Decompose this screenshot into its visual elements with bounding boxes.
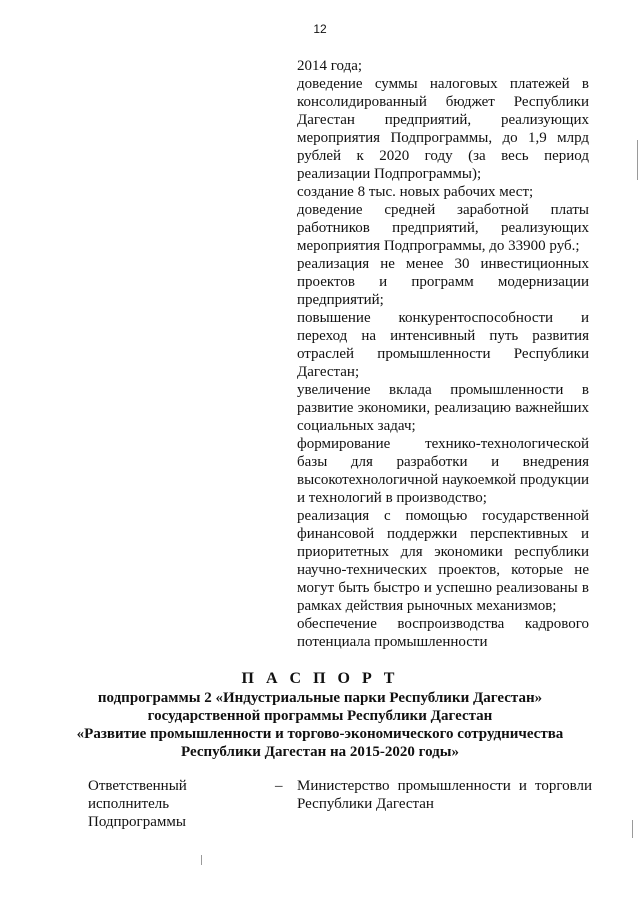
list-item: формирование технико-технологической базы для разработки и внедрения высокотехнологичной наукоемкой продукции и технологий в производство; <box>297 436 589 506</box>
passport-title: П А С П О Р Т <box>241 670 399 687</box>
list-item: реализация не менее 30 инвестиционных проектов и программ модернизации предприятий; <box>297 256 589 308</box>
row-label: Ответственный исполнитель Подпрограммы <box>88 778 187 830</box>
scan-artifact <box>632 820 633 838</box>
list-item: доведение средней заработной платы работников предприятий, реализующих мероприятия Подпрограммы, до 33900 руб.; <box>297 202 589 254</box>
list-item: повышение конкурентоспособности и переход на интенсивный путь развития отраслей промышленности Республики Дагестан; <box>297 310 589 380</box>
passport-subtitle-line: Республики Дагестан на 2015-2020 годы» <box>181 744 459 760</box>
passport-subtitle-line: подпрограммы 2 «Индустриальные парки Республики Дагестан» <box>97 690 543 706</box>
list-item: создание 8 тыс. новых рабочих мест; <box>297 184 534 200</box>
passport-heading <box>0 670 640 761</box>
list-item: доведение суммы налоговых платежей в консолидированный бюджет Республики Дагестан предприятий, реализующих мероприятия Подпрограммы, до 1,9 млрд рублей к 2020 году (за весь период реализации Подпрограммы); <box>297 76 589 182</box>
list-item: реализация с помощью государственной финансовой поддержки перспективных и приоритетных для экономики республики научно-технических проектов, которые не могут быть быстро и успешно реализованы в рамках действия рыночных механизмов; <box>297 508 589 614</box>
page-number: 12 <box>313 22 327 36</box>
goals-list <box>297 57 589 651</box>
passport-subtitle-line: государственной программы Республики Дагестан <box>147 708 493 724</box>
list-item: увеличение вклада промышленности в развитие экономики, реализацию важнейших социальных задач; <box>297 382 589 434</box>
list-item: обеспечение воспроизводства кадрового потенциала промышленности <box>297 616 589 650</box>
passport-subtitle-line: «Развитие промышленности и торгово-экономического сотрудничества <box>76 726 564 742</box>
row-separator-dash: – <box>275 778 283 794</box>
scan-artifact <box>201 855 202 865</box>
scan-artifact <box>637 140 638 180</box>
list-item: 2014 года; <box>297 58 363 74</box>
row-value: Министерство промышленности и торговли Республики Дагестан <box>297 778 592 812</box>
